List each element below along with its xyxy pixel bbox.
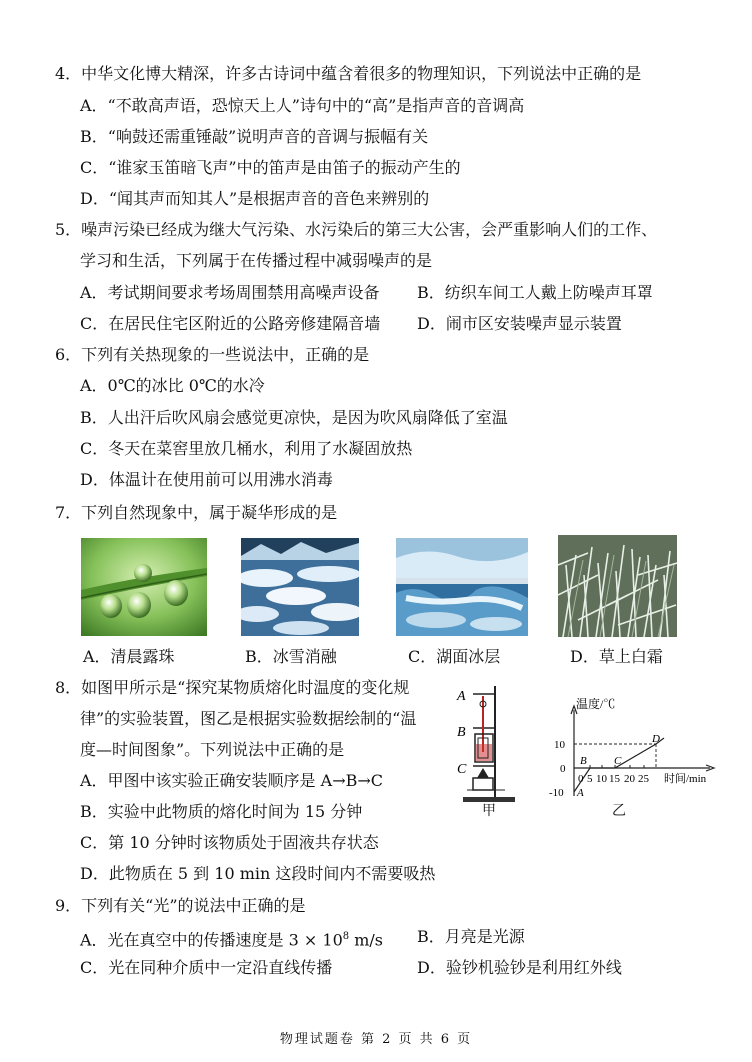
q7-caption-a: A．清晨露珠	[83, 647, 175, 666]
melting-snow-photo	[241, 538, 359, 636]
q9-stem: 9．下列有关“光”的说法中正确的是	[55, 896, 306, 915]
graph-ylabel: 温度/℃	[576, 698, 616, 711]
q7-stem: 7．下列自然现象中，属于凝华形成的是	[55, 503, 338, 522]
dew-drops-photo	[81, 538, 207, 636]
graph-ytick-0: 0	[560, 763, 566, 775]
q6-stem: 6．下列有关热现象的一些说法中，正确的是	[55, 345, 370, 364]
fig2-label: 乙	[612, 803, 626, 819]
lake-ice-photo	[396, 538, 528, 636]
q5-option-a: A．考试期间要求考场周围禁用高噪声设备	[80, 283, 380, 302]
q7-caption-c: C．湖面冰层	[408, 647, 501, 666]
graph-ytick-neg10: -10	[549, 787, 564, 799]
page-footer: 物理试题卷 第 2 页 共 6 页	[279, 1032, 473, 1047]
q6-option-b: B．人出汗后吹风扇会感觉更凉快，是因为吹风扇降低了室温	[80, 408, 508, 427]
q5-stem-line1: 5．噪声污染已经成为继大气污染、水污染后的第三大公害，会严重影响人们的工作、	[55, 220, 658, 239]
graph-point-a: A	[577, 787, 584, 799]
q7-caption-d: D．草上白霜	[570, 647, 663, 666]
q6-option-d: D．体温计在使用前可以用沸水消毒	[80, 470, 333, 489]
apparatus-label-c: C	[457, 762, 467, 777]
q5-option-d: D．闹市区安装噪声显示装置	[417, 314, 622, 333]
q4-option-a: A．“不敢高声语，恐惊天上人”诗句中的“高”是指声音的音调高	[80, 96, 525, 115]
q8-stem-line1: 8．如图甲所示是“探究某物质熔化时温度的变化规	[55, 678, 410, 697]
q4-option-d: D．“闻其声而知其人”是根据声音的音色来辨别的	[80, 189, 430, 208]
q8-option-a: A．甲图中该实验正确安装顺序是 A→B→C	[80, 771, 384, 790]
q9-option-b: B．月亮是光源	[417, 927, 525, 946]
q4-option-c: C．“谁家玉笛暗飞声”中的笛声是由笛子的振动产生的	[80, 158, 461, 177]
graph-point-c: C	[614, 755, 622, 767]
q6-option-a: A．0℃的冰比 0℃的水冷	[80, 376, 265, 395]
graph-xtick-15: 15	[609, 773, 620, 785]
q5-stem-line2: 学习和生活，下列属于在传播过程中减弱噪声的是	[80, 251, 433, 270]
q9-option-c: C．光在同种介质中一定沿直线传播	[80, 958, 333, 977]
q8-stem-line3: 度—时间图象”。下列说法中正确的是	[80, 740, 345, 759]
q8-option-c: C．第 10 分钟时该物质处于固液共存状态	[80, 833, 379, 852]
apparatus-label-a: A	[457, 689, 466, 704]
q5-option-c: C．在居民住宅区附近的公路旁修建隔音墙	[80, 314, 381, 333]
graph-xtick-25: 25	[638, 773, 649, 785]
q4-stem: 4．中华文化博大精深，许多古诗词中蕴含着很多的物理知识，下列说法中正确的是	[55, 64, 642, 83]
q9-option-d: D．验钞机验钞是利用红外线	[417, 958, 622, 977]
graph-point-d: D	[652, 733, 660, 745]
fig1-label: 甲	[482, 803, 496, 819]
graph-xtick-5: 5	[587, 773, 593, 785]
q8-option-b: B．实验中此物质的熔化时间为 15 分钟	[80, 802, 363, 821]
q8-option-d: D．此物质在 5 到 10 min 这段时间内不需要吸热	[80, 864, 436, 883]
q9-option-a: A．光在真空中的传播速度是 $3 \times 10^8$ m/s	[80, 930, 383, 950]
q8-stem-line2: 律”的实验装置，图乙是根据实验数据绘制的“温	[80, 709, 417, 728]
q7-caption-b: B．冰雪消融	[245, 647, 337, 666]
q4-option-b: B．“响鼓还需重锤敲”说明声音的音调与振幅有关	[80, 127, 429, 146]
apparatus-label-b: B	[457, 725, 466, 740]
graph-xlabel: 时间/min	[664, 773, 707, 785]
graph-xtick-10: 10	[596, 773, 607, 785]
graph-xtick-20: 20	[624, 773, 635, 785]
temperature-time-graph	[540, 698, 725, 800]
graph-origin: 0	[578, 773, 584, 785]
graph-ytick-10: 10	[554, 739, 565, 751]
graph-point-b: B	[580, 755, 587, 767]
frost-grass-photo	[558, 535, 677, 637]
q5-option-b: B．纺织车间工人戴上防噪声耳罩	[417, 283, 653, 302]
q6-option-c: C．冬天在菜窖里放几桶水，利用了水凝固放热	[80, 439, 413, 458]
